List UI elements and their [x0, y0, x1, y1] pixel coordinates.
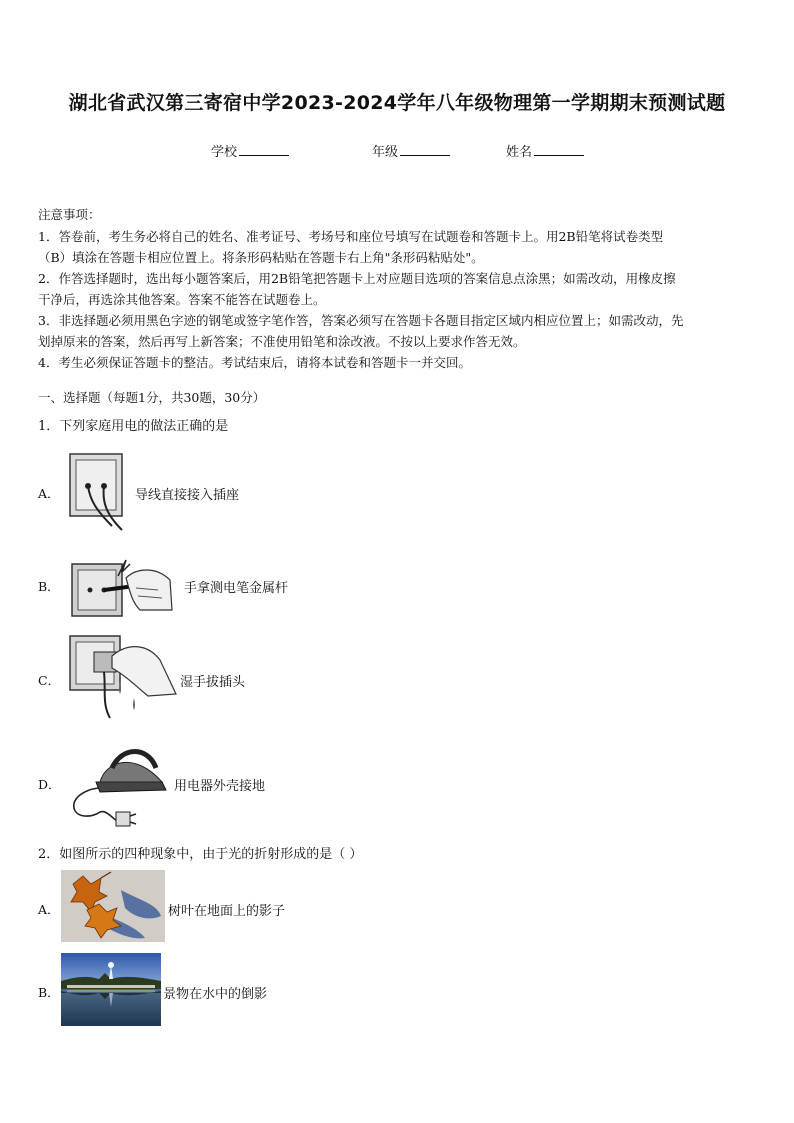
notes-line: 4．考生必须保证答题卡的整洁。考试结束后，请将本试卷和答题卡一并交回。: [38, 355, 471, 370]
grade-blank[interactable]: [400, 143, 450, 156]
q1-option-d-letter[interactable]: D．: [38, 777, 61, 792]
grounded-iron-image: [66, 738, 170, 832]
q2-option-b-letter[interactable]: B．: [38, 985, 60, 1000]
wet-hand-plug-image: [68, 634, 180, 720]
q1-option-b-text: 手拿测电笔金属杆: [184, 581, 289, 596]
grade-label: 年级: [372, 145, 399, 160]
notes-line: 2．作答选择题时，选出每小题答案后，用2B铅笔把答题卡上对应题目选项的答案信息点涂黑；如需改动，用橡皮擦: [38, 271, 676, 286]
water-reflection-image: [61, 953, 161, 1026]
school-field: [211, 141, 289, 160]
socket-wire-image: [66, 452, 128, 534]
notes-heading: 注意事项：: [38, 207, 101, 222]
name-field: [506, 141, 584, 160]
question-2-stem: 2．如图所示的四种现象中，由于光的折射形成的是（ ）: [38, 847, 363, 862]
q2-option-a-text: 树叶在地面上的影子: [168, 904, 286, 919]
q1-option-a-letter[interactable]: A．: [38, 486, 60, 501]
name-blank[interactable]: [534, 143, 584, 156]
notes-line: 干净后，再选涂其他答案。答案不能答在试题卷上。: [38, 292, 326, 307]
q1-option-b-letter[interactable]: B．: [38, 579, 60, 594]
q1-option-c-text: 湿手拔插头: [180, 675, 246, 690]
q2-option-a-letter[interactable]: A．: [38, 902, 60, 917]
q1-option-d-text: 用电器外壳接地: [174, 779, 266, 794]
notes-line: 3．非选择题必须用黑色字迹的钢笔或签字笔作答，答案必须写在答题卡各题目指定区域内相应位置上；如需改动，先: [38, 313, 684, 328]
exam-title: 湖北省武汉第三寄宿中学2023-2024学年八年级物理第一学期期末预测试题: [68, 92, 726, 114]
q2-option-b-text: 景物在水中的倒影: [163, 987, 268, 1002]
question-1-stem: 1．下列家庭用电的做法正确的是: [38, 419, 229, 434]
test-pen-image: [70, 558, 174, 620]
section-title: 一、选择题（每题1分，共30题，30分）: [38, 390, 266, 405]
notes-line: （B）填涂在答题卡相应位置上。将条形码粘贴在答题卡右上角"条形码粘贴处"。: [38, 250, 484, 265]
school-blank[interactable]: [239, 143, 289, 156]
notes-line: 1．答卷前，考生务必将自己的姓名、准考证号、考场号和座位号填写在试题卷和答题卡上。用2B铅笔将试卷类型: [38, 229, 664, 244]
name-label: 姓名: [506, 145, 533, 160]
leaf-shadow-image: [61, 870, 165, 942]
q1-option-a-text: 导线直接接入插座: [135, 488, 240, 503]
grade-field: [372, 141, 450, 160]
q1-option-c-letter[interactable]: C．: [38, 673, 61, 688]
notes-line: 划掉原来的答案，然后再写上新答案；不准使用铅笔和涂改液。不按以上要求作答无效。: [38, 334, 526, 349]
school-label: 学校: [211, 145, 238, 160]
notes-block: [38, 204, 760, 373]
